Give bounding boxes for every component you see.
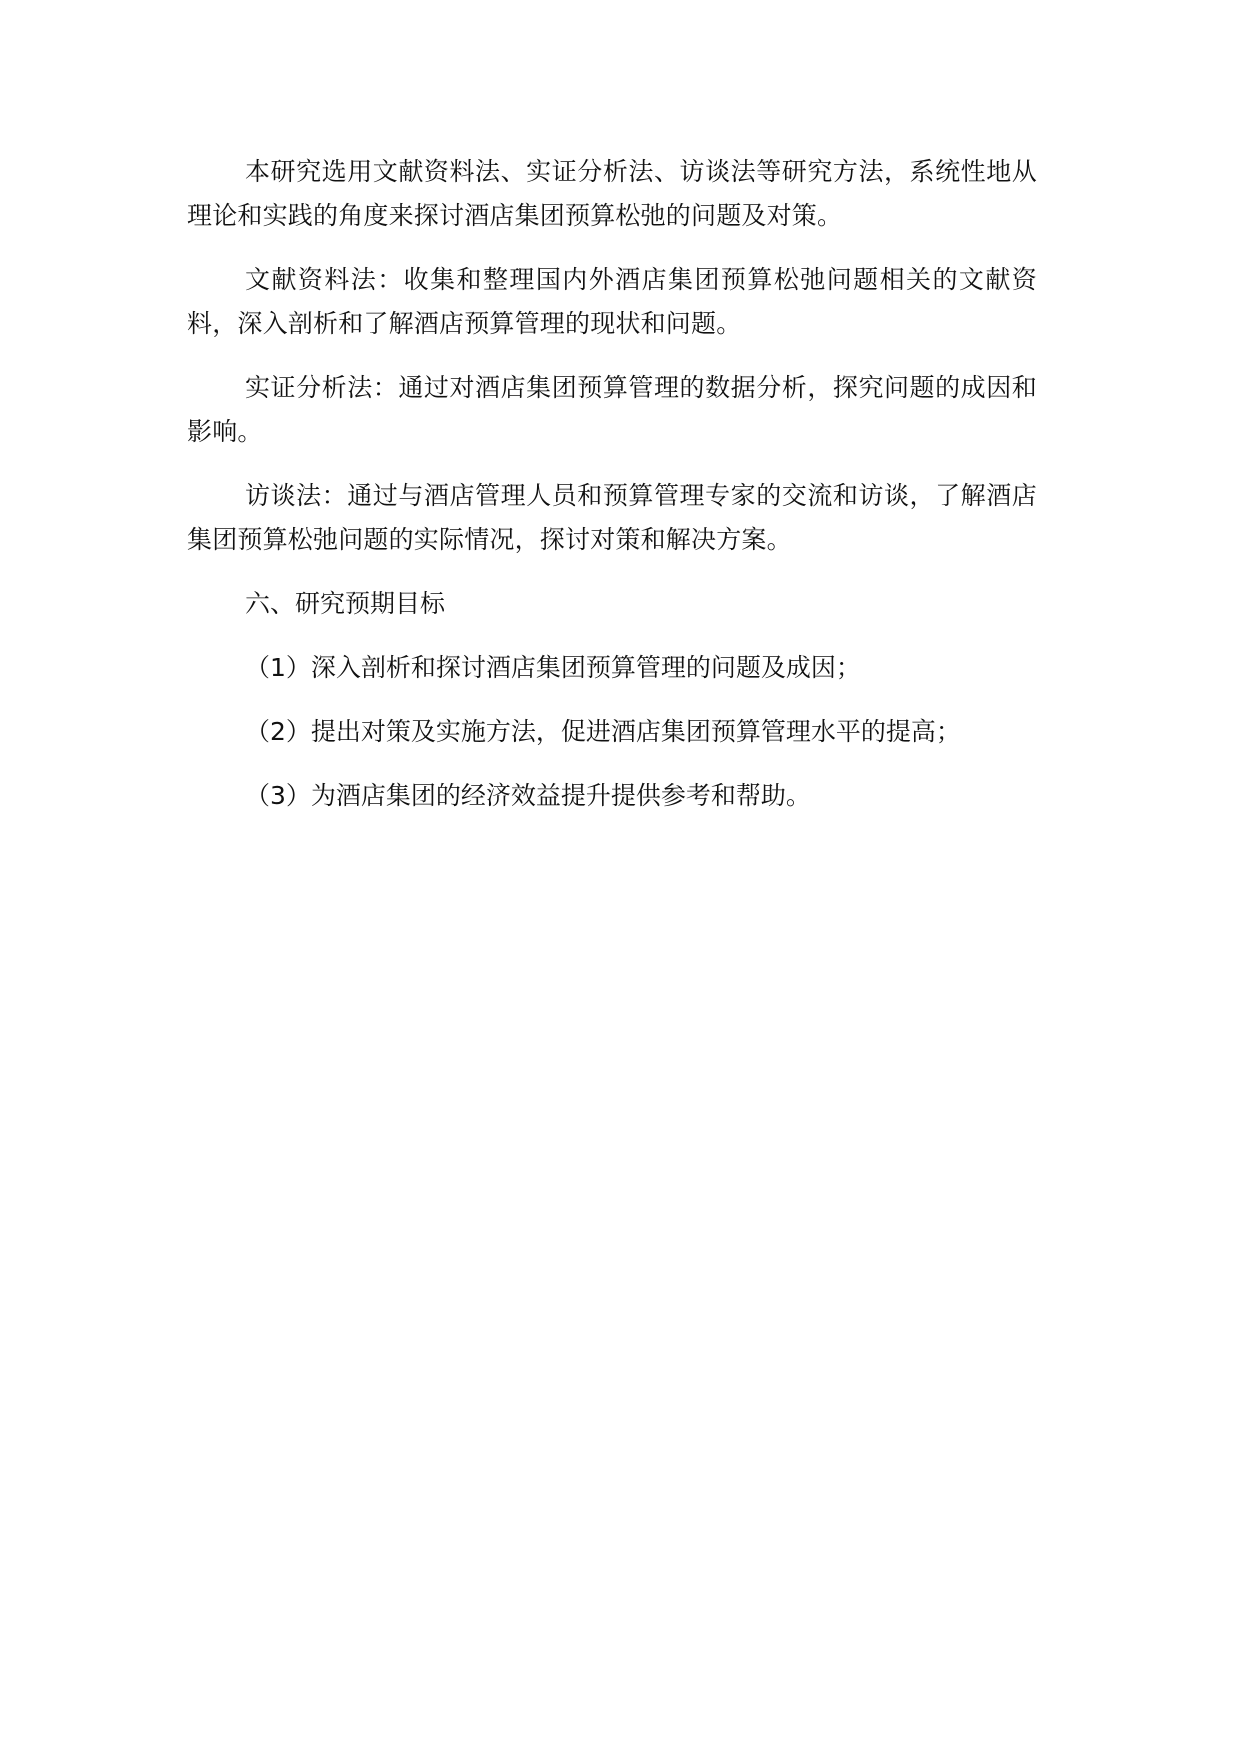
goal-item-1: （1）深入剖析和探讨酒店集团预算管理的问题及成因；: [245, 653, 861, 682]
paragraph-literature-method: 文献资料法：收集和整理国内外酒店集团预算松弛问题相关的文献资料，深入剖析和了解酒店预算管理的现状和问题。: [187, 265, 1037, 338]
goal-item-3: （3）为酒店集团的经济效益提升提供参考和帮助。: [245, 781, 811, 810]
document-body: [187, 150, 1037, 838]
paragraph-research-methods: 本研究选用文献资料法、实证分析法、访谈法等研究方法，系统性地从理论和实践的角度来探讨酒店集团预算松弛的问题及对策。: [187, 157, 1037, 230]
goal-item-2: （2）提出对策及实施方法，促进酒店集团预算管理水平的提高；: [245, 717, 961, 746]
paragraph-empirical-method: 实证分析法：通过对酒店集团预算管理的数据分析，探究问题的成因和影响。: [187, 373, 1037, 446]
section-heading: 六、研究预期目标: [245, 589, 446, 618]
paragraph-interview-method: 访谈法：通过与酒店管理人员和预算管理专家的交流和访谈，了解酒店集团预算松弛问题的实际情况，探讨对策和解决方案。: [187, 481, 1037, 554]
